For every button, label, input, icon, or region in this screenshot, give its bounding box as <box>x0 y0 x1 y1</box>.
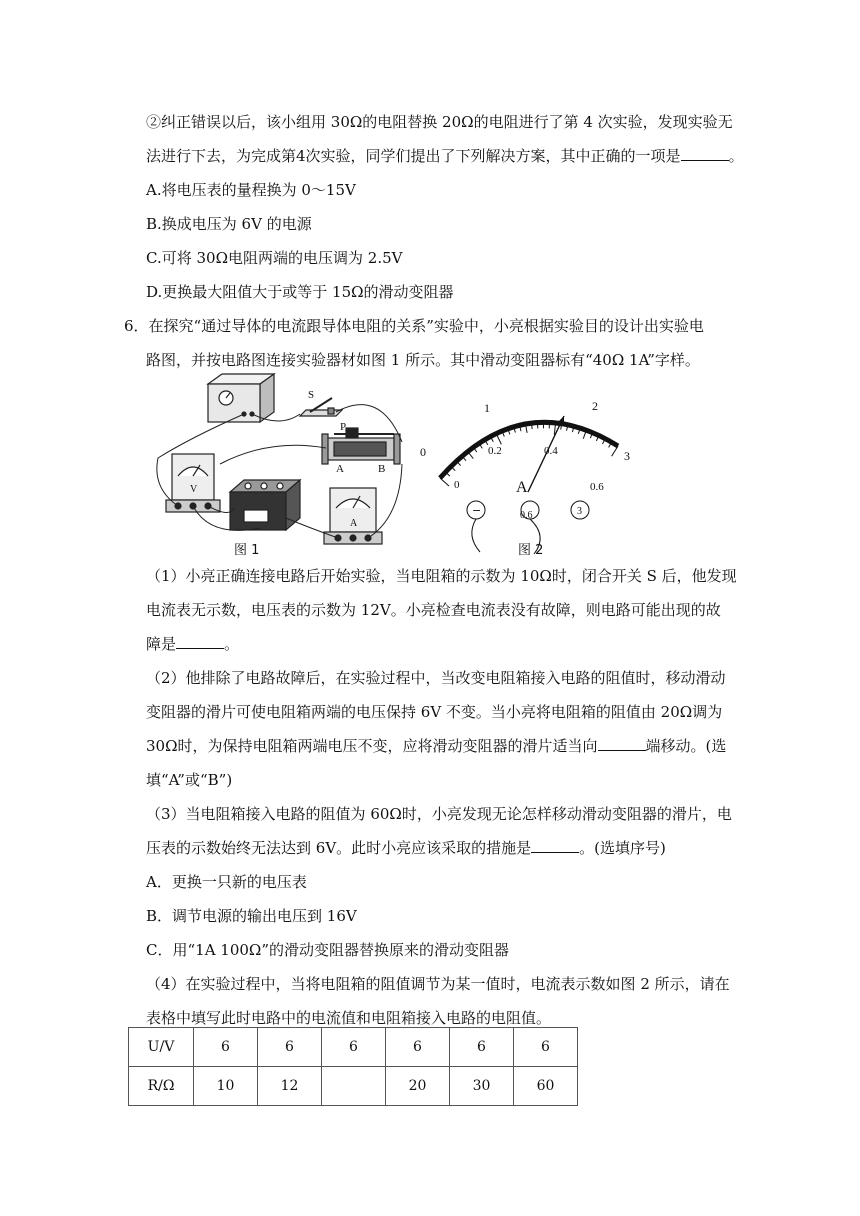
dial-inner-tick-0-4: 0.4 <box>544 445 558 457</box>
table-cell: 6 <box>322 1028 386 1067</box>
circuit-figures <box>150 368 640 558</box>
q6-sub3-option-a: A．更换一只新的电压表 <box>146 873 307 891</box>
q5-part2-text: 法进行下去，为完成第4次实验，同学们提出了下列解决方案，其中正确的一项是 <box>146 147 681 165</box>
q6-intro-line1 <box>124 316 704 336</box>
answer-blank[interactable] <box>531 838 579 853</box>
table-cell: 10 <box>194 1067 258 1106</box>
q5-part2-line2 <box>146 146 744 166</box>
dial-tick-mark <box>440 478 449 486</box>
q6-sub1-text: 障是 <box>146 635 177 653</box>
table-cell: 12 <box>258 1067 322 1106</box>
dial-tick-mark <box>612 446 618 456</box>
q6-sub2-line4: 填“A”或“B”) <box>146 771 233 789</box>
q6-sub1-line3 <box>146 634 239 654</box>
q5-option-d: D.更换最大阻值大于或等于 15Ω的滑动变阻器 <box>146 283 454 301</box>
data-table <box>128 1027 578 1106</box>
ammeter-label: A <box>350 518 358 529</box>
q6-sub2-end: 端移动。(选 <box>645 737 727 755</box>
q5-part2-line1: ②纠正错误以后，该小组用 30Ω的电阻替换 20Ω的电阻进行了第 4 次实验，发现实验无 <box>146 113 733 131</box>
terminal-minus-label: − <box>472 504 482 517</box>
rheostat-terminal-b-label: B <box>378 463 386 475</box>
q5-part2-end: 。 <box>728 147 744 165</box>
table-row <box>129 1067 578 1106</box>
q6-sub2-line2: 变阻器的滑片可使电阻箱两端的电压保持 6V 不变。当小亮将电阻箱的阻值由 20Ω调为 <box>146 703 723 721</box>
q6-sub4-line1: （4）在实验过程中，当将电阻箱的阻值调节为某一值时，电流表示数如图 2 所示，请在 <box>146 975 730 993</box>
figure-1-caption: 图 1 <box>234 543 260 558</box>
q6-sub3-text: 压表的示数始终无法达到 6V。此时小亮应该采取的措施是 <box>146 839 532 857</box>
q6-intro-line2: 路图，并按电路图连接实验器材如图 1 所示。其中滑动变阻器标有“40Ω 1A”字样。 <box>146 351 700 369</box>
table-cell: 6 <box>450 1028 514 1067</box>
answer-blank[interactable] <box>681 146 729 161</box>
dial-outer-tick-3: 3 <box>624 449 630 463</box>
table-cell: 30 <box>450 1067 514 1106</box>
table-cell: 60 <box>514 1067 578 1106</box>
dial-inner-tick-0-6: 0.6 <box>590 481 604 493</box>
table-cell: 6 <box>386 1028 450 1067</box>
figure-1-circuit <box>157 374 402 544</box>
table-cell: 6 <box>258 1028 322 1067</box>
q6-sub3-line2 <box>146 838 666 858</box>
terminal-3-label: 3 <box>577 506 582 517</box>
q6-sub3-line1: （3）当电阻箱接入电路的阻值为 60Ω时，小亮发现无论怎样移动滑动变阻器的滑片，电 <box>146 805 732 823</box>
switch-icon <box>300 398 342 416</box>
q6-intro-text1: 在探究“通过导体的电流跟导体电阻的关系”实验中，小亮根据实验目的设计出实验电 <box>148 317 704 335</box>
table-cell-blank[interactable] <box>322 1067 386 1106</box>
dial-unit-label: A <box>516 479 528 496</box>
dial-inner-tick-0-2: 0.2 <box>488 445 502 457</box>
dial-tick-mark <box>496 434 501 445</box>
slider-label: P <box>340 421 347 433</box>
voltmeter-label: V <box>190 484 198 495</box>
rheostat-terminal-a-label: A <box>336 463 344 475</box>
resistance-box-icon <box>230 480 300 530</box>
q6-sub3-option-c: C．用“1A 100Ω”的滑动变阻器替换原来的滑动变阻器 <box>146 941 510 959</box>
q6-sub2-line1: （2）他排除了电路故障后，在实验过程中，当改变电阻箱接入电路的阻值时，移动滑动 <box>146 669 726 687</box>
rheostat-icon <box>322 428 400 464</box>
q5-option-a: A.将电压表的量程换为 0～15V <box>146 181 356 199</box>
table-cell: R/Ω <box>129 1067 194 1106</box>
table-cell: 6 <box>194 1028 258 1067</box>
dial-outer-tick-1: 1 <box>484 401 490 415</box>
dial-scale-arc <box>440 422 618 478</box>
dial-outer-tick-0: 0 <box>420 445 426 459</box>
switch-label: S <box>308 389 315 401</box>
q6-sub1-line1: （1）小亮正确连接电路后开始实验，当电阻箱的示数为 10Ω时，闭合开关 S 后，他发现 <box>146 567 737 585</box>
q6-sub1-end: 。 <box>224 635 240 653</box>
q6-sub4-line2: 表格中填写此时电路中的电流值和电阻箱接入电路的电阻值。 <box>146 1009 552 1027</box>
dial-outer-tick-2: 2 <box>592 399 598 413</box>
q6-sub2-line3 <box>146 736 726 756</box>
table-cell: 20 <box>386 1067 450 1106</box>
q6-number: 6． <box>124 317 149 335</box>
answer-blank[interactable] <box>176 634 224 649</box>
terminal-0-6-label: 0.6 <box>520 510 533 521</box>
q6-sub1-line2: 电流表无示数，电压表的示数为 12V。小亮检查电流表没有故障，则电路可能出现的故 <box>146 601 721 619</box>
figure-2-caption: 图 2 <box>518 543 544 558</box>
table-cell: U/V <box>129 1028 194 1067</box>
q5-option-c: C.可将 30Ω电阻两端的电压调为 2.5V <box>146 249 403 267</box>
q6-sub3-end: 。(选填序号) <box>579 839 666 857</box>
q6-sub2-text: 30Ω时，为保持电阻箱两端电压不变，应将滑动变阻器的滑片适当向 <box>146 737 598 755</box>
table-row <box>129 1028 578 1067</box>
answer-blank[interactable] <box>598 736 646 751</box>
q5-option-b: B.换成电压为 6V 的电源 <box>146 215 312 233</box>
dial-inner-tick-0: 0 <box>454 479 460 491</box>
table-cell: 6 <box>514 1028 578 1067</box>
q6-sub3-option-b: B．调节电源的输出电压到 16V <box>146 907 357 925</box>
dial-tick-mark <box>468 452 474 459</box>
